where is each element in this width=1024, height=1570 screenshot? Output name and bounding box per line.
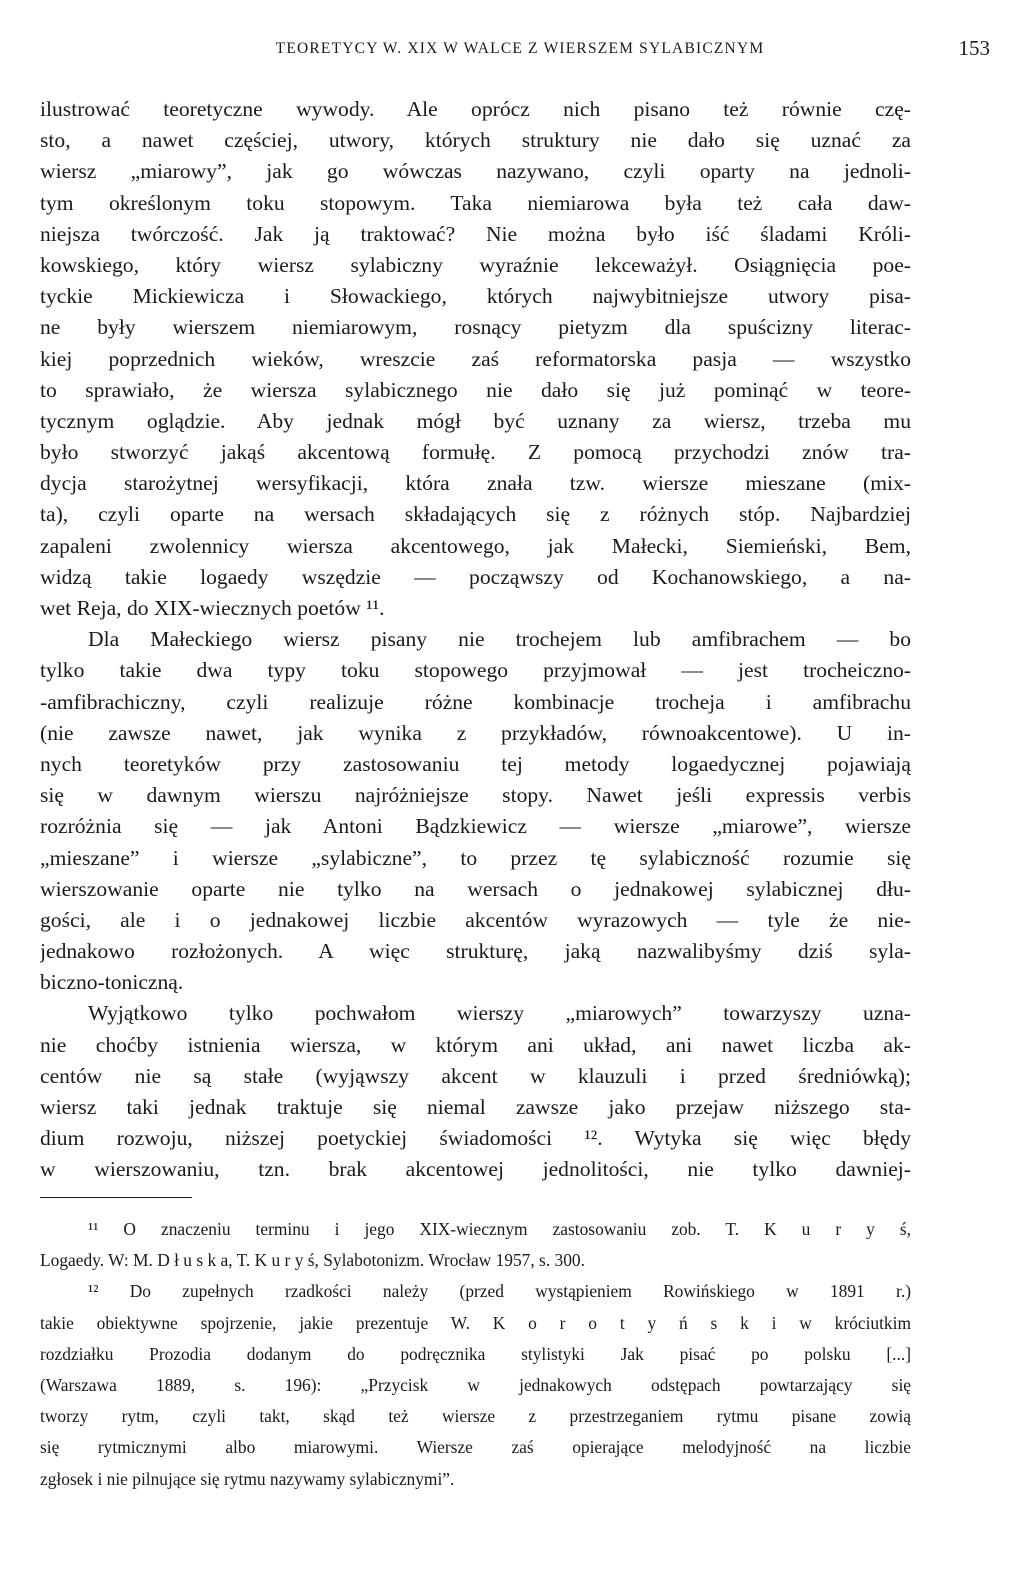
text-line: ta), czyli oparte na wersach składających się z różnych stóp. Najbardziej [40, 502, 911, 527]
page-number: 153 [958, 36, 990, 60]
text-line: Dla Małeckiego wiersz pisany nie trochejem lub amfibrachem — bo [88, 627, 911, 652]
footnote-line: ¹¹ O znaczeniu terminu i jego XIX-wiecznym zastosowaniu zob. T. K u r y ś, [88, 1219, 911, 1239]
text-line: biczno-toniczną. [40, 970, 184, 995]
page-header [40, 36, 1000, 66]
text-line: -amfibrachiczny, czyli realizuje różne kombinacje trocheja i amfibrachu [40, 689, 911, 714]
text-line: było stworzyć jakąś akcentową formułę. Z pomocą przychodzi znów tra- [40, 440, 911, 465]
text-line: w wierszowaniu, tzn. brak akcentowej jednolitości, nie tylko dawniej- [40, 1157, 911, 1182]
footnote-line: Logaedy. W: M. D ł u s k a, T. K u r y ś, Sylabotonizm. Wrocław 1957, s. 300. [40, 1250, 585, 1271]
text-line: tym określonym toku stopowym. Taka niemiarowa była też cała daw- [40, 190, 911, 215]
text-line: nych teoretyków przy zastosowaniu tej metody logaedycznej pojawiają [40, 751, 911, 776]
text-line: jednakowo rozłożonych. A więc strukturę, jaką nazwalibyśmy dziś syla- [40, 939, 911, 964]
text-line: się w dawnym wierszu najróżniejsze stopy. Nawet jeśli expressis verbis [40, 783, 911, 808]
text-line: tycznym oglądzie. Aby jednak mógł być uznany za wiersz, trzeba mu [40, 408, 911, 433]
text-line: ne były wierszem niemiarowym, rosnący pietyzm dla spuścizny literac- [40, 315, 911, 340]
text-line: wiersz taki jednak traktuje się niemal zawsze jako przejaw niższego sta- [40, 1095, 911, 1119]
footnote-line: tworzy rytm, czyli takt, skąd też wiersze z przestrzeganiem rytmu pisane zowią [40, 1406, 911, 1427]
text-line: kowskiego, który wiersz sylabiczny wyraźnie lekceważył. Osiągnięcia poe- [40, 252, 911, 277]
text-line: tylko takie dwa typy toku stopowego przyjmował — jest trocheiczno- [40, 658, 911, 683]
text-line: dycja starożytnej wersyfikacji, która znała tzw. wiersze mieszane (mix- [40, 471, 911, 496]
text-line: (nie zawsze nawet, jak wynika z przykładów, równoakcentowe). U in- [40, 720, 911, 745]
footnote-separator [40, 1197, 192, 1198]
footnote-11 [40, 1218, 911, 1280]
footnotes [40, 1218, 911, 1499]
text-line: centów nie są stałe (wyjąwszy akcent w klauzuli i przed średniówką); [40, 1063, 911, 1088]
footnote-line: rozdziałku Prozodia dodanym do podręcznika stylistyki Jak pisać po polsku [...] [40, 1343, 911, 1364]
text-line: to sprawiało, że wiersza sylabicznego nie dało się już pominąć w teore- [40, 377, 911, 402]
text-line: sto, a nawet częściej, utwory, których struktury nie dało się uznać za [40, 128, 911, 153]
text-line: kiej poprzednich wieków, wreszcie zaś reformatorska pasja — wszystko [40, 346, 911, 371]
text-line: wierszowanie oparte nie tylko na wersach o jednakowej sylabicznej dłu- [40, 876, 911, 901]
running-head: TEORETYCY W. XIX W WALCE Z WIERSZEM SYLABICZNYM [275, 40, 765, 57]
main-text [40, 94, 911, 1186]
footnote-line: (Warszawa 1889, s. 196): „Przycisk w jednakowych odstępach powtarzający się [40, 1374, 911, 1395]
footnote-line: się rytmicznymi albo miarowymi. Wiersze zaś opierające melodyjność na liczbie [40, 1437, 911, 1458]
paragraph-2 [40, 624, 911, 998]
text-line: nie choćby istnienia wiersza, w którym ani układ, ani nawet liczba ak- [40, 1032, 911, 1057]
footnote-line: takie obiektywne spojrzenie, jakie prezentuje W. K o r o t y ń s k i w króciutkim [40, 1312, 911, 1333]
text-line: „mieszane” i wiersze „sylabiczne”, to przez tę sylabiczność rozumie się [40, 845, 911, 870]
text-line: zapaleni zwolennicy wiersza akcentowego, jak Małecki, Siemieński, Bem, [40, 533, 911, 558]
text-line: ilustrować teoretyczne wywody. Ale oprócz nich pisano też równie czę- [40, 97, 911, 121]
text-line: Wyjątkowo tylko pochwałom wierszy „miarowych” towarzyszy uzna- [88, 1001, 911, 1026]
paragraph-1 [40, 94, 911, 624]
text-line: tyckie Mickiewicza i Słowackiego, których najwybitniejsze utwory pisa- [40, 284, 911, 309]
text-line: niejsza twórczość. Jak ją traktować? Nie można było iść śladami Króli- [40, 221, 911, 246]
footnote-12 [40, 1280, 911, 1498]
text-line: widzą takie logaedy wszędzie — począwszy od Kochanowskiego, a na- [40, 564, 911, 589]
footnote-line: zgłosek i nie pilnujące się rytmu nazywamy sylabicznymi”. [40, 1468, 455, 1489]
text-line: rozróżnia się — jak Antoni Bądzkiewicz — wiersze „miarowe”, wiersze [40, 814, 911, 839]
text-line: wiersz „miarowy”, jak go wówczas nazywano, czyli oparty na jednoli- [40, 159, 911, 184]
text-line: wet Reja, do XIX-wiecznych poetów ¹¹. [40, 596, 385, 620]
paragraph-3 [40, 998, 911, 1185]
footnote-line: ¹² Do zupełnych rzadkości należy (przed wystąpieniem Rowińskiego w 1891 r.) [88, 1281, 911, 1302]
text-line: dium rozwoju, niższej poetyckiej świadomości ¹². Wytyka się więc błędy [40, 1126, 911, 1151]
text-line: gości, ale i o jednakowej liczbie akcentów wyrazowych — tyle że nie- [40, 907, 911, 932]
